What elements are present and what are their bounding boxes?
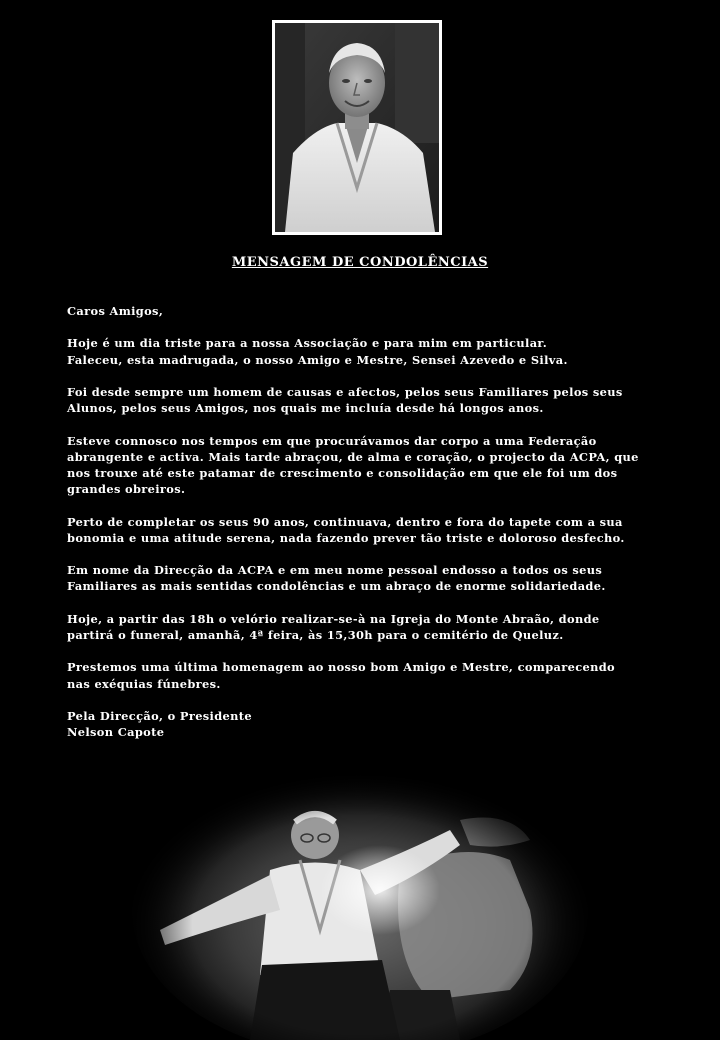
page-title: MENSAGEM DE CONDOLÊNCIAS <box>231 255 489 270</box>
portrait-image <box>275 23 439 232</box>
letter-line: abrangente e activa. Mais tarde abraçou, de alma e coração, o projecto da ACPA, que <box>67 449 639 464</box>
letter-line: Faleceu, esta madrugada, o nosso Amigo e Mestre, Sensei Azevedo e Silva. <box>67 352 568 367</box>
letter-line: grandes obreiros. <box>67 482 186 497</box>
signature-name: Nelson Capote <box>67 725 165 740</box>
letter-line: nos trouxe até este patamar de crescimento e consolidação em que ele foi um dos <box>67 465 618 480</box>
signature <box>67 708 667 740</box>
letter-line: Familiares as mais sentidas condolências e um abraço de enorme solidariedade. <box>67 579 606 594</box>
portrait-photo <box>272 20 442 235</box>
salutation <box>67 303 667 319</box>
salutation-line: Caros Amigos, <box>67 304 164 318</box>
aikido-image <box>130 760 590 1040</box>
paragraph-6 <box>67 611 667 643</box>
letter-line: bonomia e uma atitude serena, nada fazendo prever tão triste e doloroso desfecho. <box>67 530 625 545</box>
paragraph-3 <box>67 433 667 498</box>
signature-title: Pela Direcção, o Presidente <box>67 708 252 723</box>
letter-line: Perto de completar os seus 90 anos, continuava, dentro e fora do tapete com a sua <box>67 514 623 529</box>
letter-line: Hoje é um dia triste para a nossa Associação e para mim em particular. <box>67 336 548 351</box>
paragraph-4 <box>67 514 667 546</box>
paragraph-5 <box>67 562 667 594</box>
letter-line: Foi desde sempre um homem de causas e afectos, pelos seus Familiares pelos seus <box>67 384 623 399</box>
letter-line: Esteve connosco nos tempos em que procurávamos dar corpo a uma Federação <box>67 433 597 448</box>
letter-line: Alunos, pelos seus Amigos, nos quais me incluía desde há longos anos. <box>67 401 544 416</box>
letter-line: Em nome da Direcção da ACPA e em meu nome pessoal endosso a todos os seus <box>67 563 603 578</box>
letter-line: nas exéquias fúnebres. <box>67 676 221 691</box>
aikido-photo <box>130 760 590 1040</box>
paragraph-2 <box>67 384 667 416</box>
letter-line: Prestemos uma última homenagem ao nosso bom Amigo e Mestre, comparecendo <box>67 660 615 675</box>
letter-line: partirá o funeral, amanhã, 4ª feira, às 15,30h para o cemitério de Queluz. <box>67 627 564 642</box>
paragraph-7 <box>67 659 667 691</box>
letter-line: Hoje, a partir das 18h o velório realizar-se-à na Igreja do Monte Abraão, donde <box>67 611 600 626</box>
paragraph-1 <box>67 335 667 367</box>
condolence-letter <box>67 303 667 757</box>
